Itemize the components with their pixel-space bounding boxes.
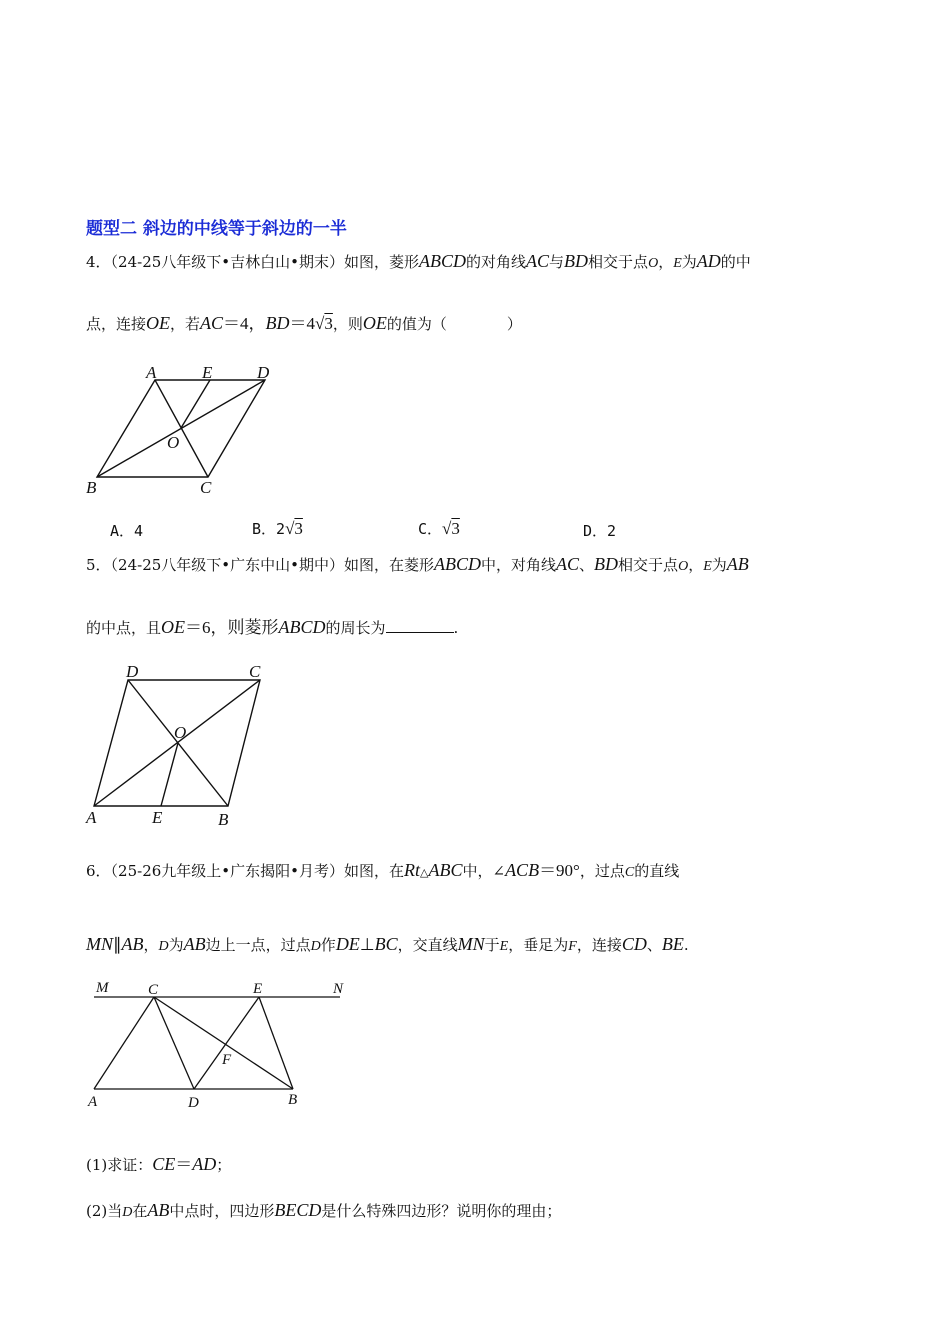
triangle-icon: △ — [420, 866, 429, 879]
q6-number: 6． — [86, 862, 111, 880]
q4-choice-b[interactable]: B．2√3 — [252, 519, 303, 538]
q6-line1: 6．（25-26九年级上•广东揭阳•月考）如图，在Rt△ABC中，∠ACB＝90°，过点C的直线 — [86, 860, 680, 880]
label-a: A — [86, 808, 97, 827]
diagonal-bd — [97, 380, 265, 477]
diagonal-ac — [94, 680, 260, 806]
q5-line1: 5．（24-25八年级下•广东中山•期中）如图，在菱形ABCD中，对角线AC、BD相交于点O，E为AB — [86, 554, 749, 574]
segment-cb — [154, 997, 293, 1089]
label-d: D — [257, 363, 270, 382]
q4-number: 4． — [86, 253, 111, 271]
label-d: D — [126, 662, 139, 681]
label-c: C — [249, 662, 261, 681]
label-c: C — [200, 478, 212, 497]
q5-number: 5． — [86, 556, 111, 574]
label-o: O — [167, 433, 180, 452]
q4-choice-c[interactable]: C．√3 — [418, 519, 460, 538]
label-f: F — [222, 1052, 232, 1068]
segment-de — [194, 997, 259, 1089]
section-title: 题型二 斜边的中线等于斜边的一半 — [86, 219, 347, 239]
sqrt-symbol: √ — [315, 314, 325, 333]
label-e: E — [253, 981, 263, 997]
q6-figure — [80, 975, 360, 1115]
q5-rhombus-figure — [80, 660, 280, 835]
label-o: O — [174, 723, 187, 742]
q4-choice-d[interactable]: D．2 — [583, 522, 617, 540]
q4-line2: 点，连接OE，若AC＝4，BD＝4√3，则OE的值为（ ） — [86, 313, 522, 333]
label-d: D — [188, 1095, 199, 1111]
q4-choice-a[interactable]: A．4 — [110, 522, 144, 540]
q6-line2: MN∥AB，D为AB边上一点，过点D作DE⊥BC，交直线MN于E，垂足为F，连接CD、BE. — [86, 934, 689, 954]
q6-sub1: (1)求证：CE＝AD； — [86, 1154, 232, 1174]
label-e: E — [152, 808, 163, 827]
q6-sub2: (2)当D在AB中点时，四边形BECD是什么特殊四边形？说明你的理由； — [86, 1200, 562, 1220]
label-e: E — [202, 363, 213, 382]
label-b: B — [218, 810, 229, 829]
label-a: A — [88, 1094, 98, 1110]
angle-icon: ∠ — [492, 862, 506, 880]
label-b: B — [288, 1092, 298, 1108]
segment-eb — [259, 997, 293, 1089]
segment-ac — [94, 997, 154, 1089]
q4-rhombus-figure — [80, 360, 290, 500]
label-b: B — [86, 478, 97, 497]
q4-line1: 4．（24-25八年级下•吉林白山•期末）如图，菱形ABCD的对角线AC与BD相交于点O，E为AD的中 — [86, 251, 751, 271]
label-m: M — [96, 980, 109, 996]
answer-blank[interactable] — [386, 618, 454, 633]
q5-line2: 的中点，且OE＝6，则菱形ABCD的周长为 . — [86, 617, 459, 637]
label-c: C — [148, 982, 159, 998]
label-a: A — [146, 363, 157, 382]
label-n: N — [333, 981, 344, 997]
